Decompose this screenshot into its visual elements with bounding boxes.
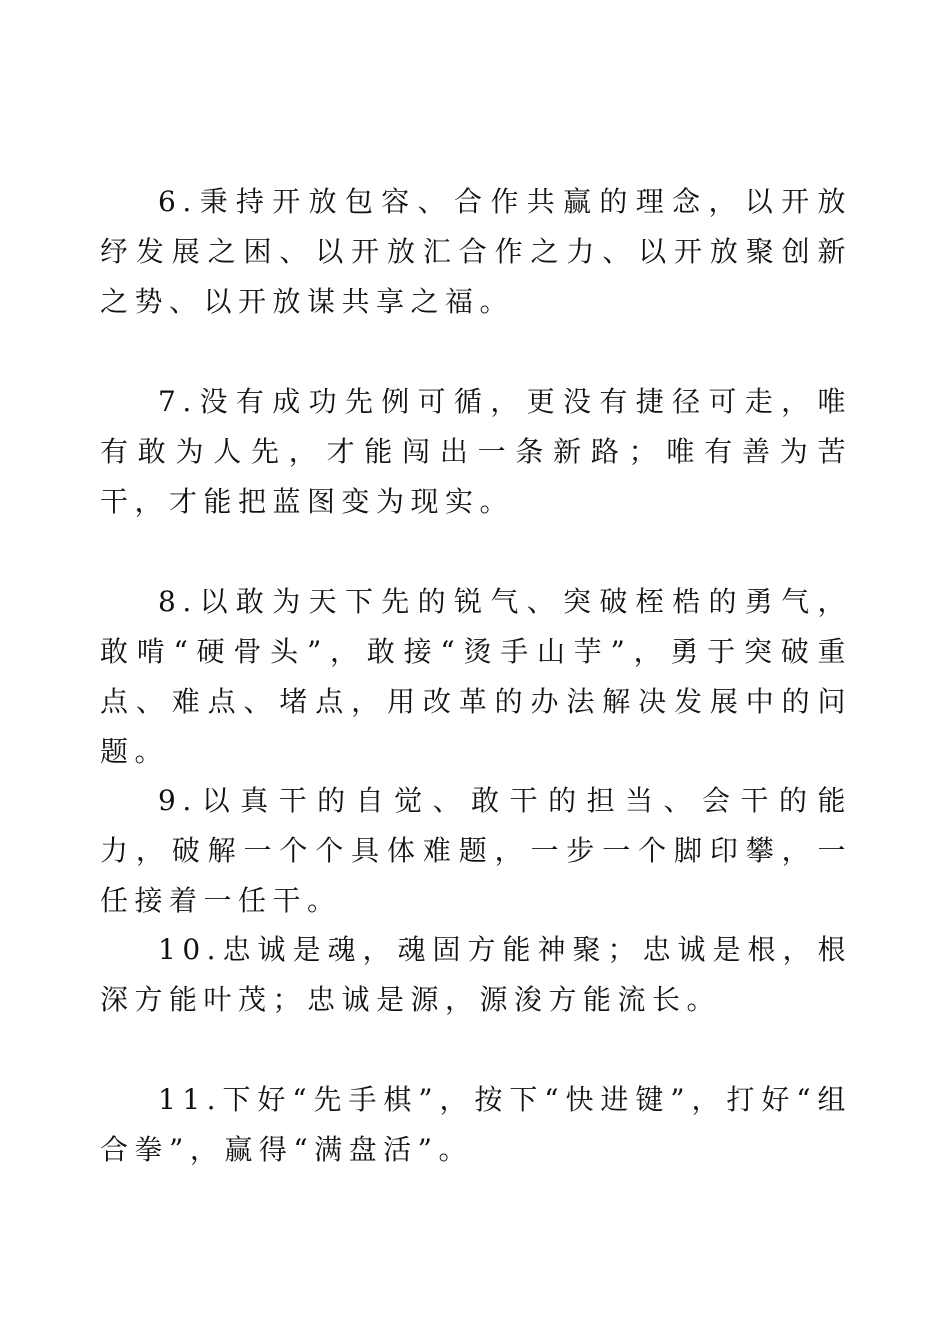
paragraph-9: 9.以真干的自觉、敢干的担当、会干的能力，破解一个个具体难题，一步一个脚印攀，一任接着一任干。 — [100, 784, 852, 917]
paragraph-6: 6.秉持开放包容、合作共赢的理念，以开放纾发展之困、以开放汇合作之力、以开放聚创新之势、以开放谋共享之福。 — [100, 185, 852, 318]
paragraph-7: 7.没有成功先例可循，更没有捷径可走，唯有敢为人先，才能闯出一条新路；唯有善为苦干，才能把蓝图变为现实。 — [100, 385, 852, 518]
paragraph-10: 10.忠诚是魂，魂固方能神聚；忠诚是根，根深方能叶茂；忠诚是源，源浚方能流长。 — [100, 933, 852, 1016]
paragraph-8: 8.以敢为天下先的锐气、突破桎梏的勇气，敢啃“硬骨头”，敢接“烫手山芋”，勇于突破重点、难点、堵点，用改革的办法解决发展中的问题。 — [100, 585, 852, 768]
paragraph-11: 11.下好“先手棋”，按下“快进键”，打好“组合拳”，赢得“满盘活”。 — [100, 1083, 852, 1166]
